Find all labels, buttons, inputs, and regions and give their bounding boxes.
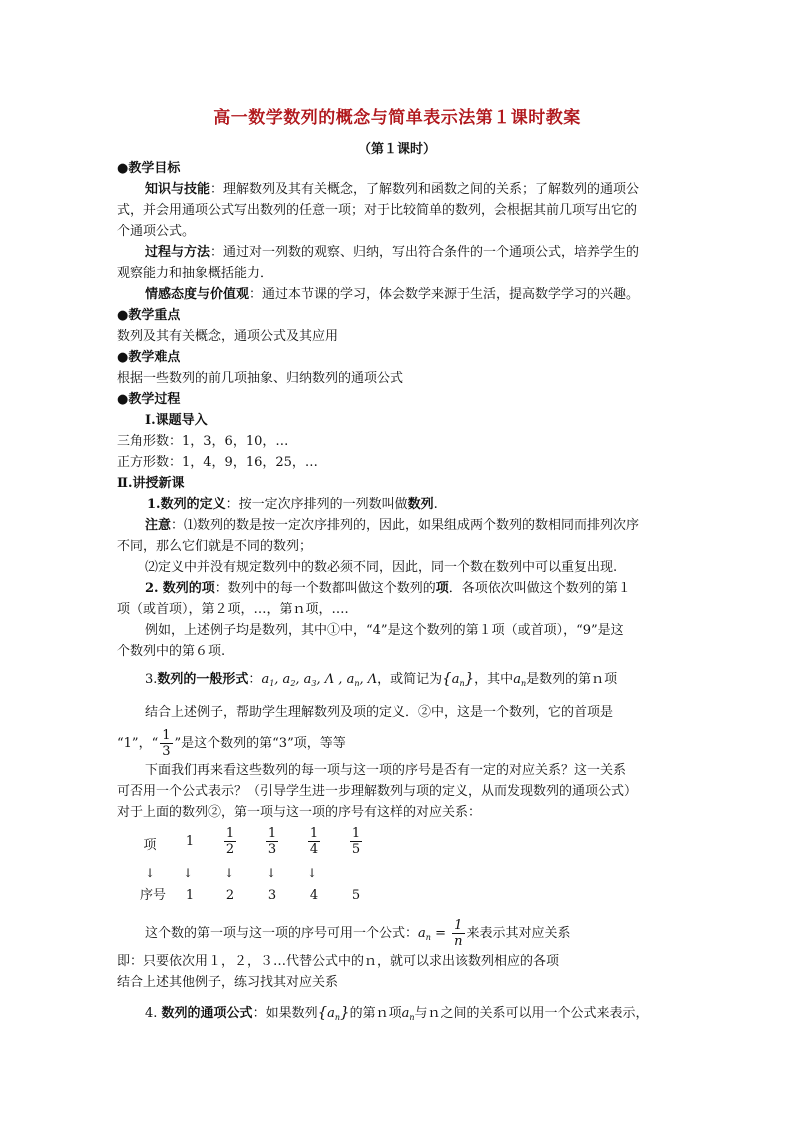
gen-brace-an: $\{a_n\}$ (317, 1003, 350, 1022)
general-end: ，其中 (474, 672, 514, 687)
formula-fraction: $\frac{1}{n}$ (454, 918, 463, 949)
example-line2: 个数列中的第６项. (117, 644, 226, 659)
gen-num: 4. (145, 1006, 158, 1021)
combine2a: “1”，“ (117, 736, 159, 751)
goal-process-label: 过程与方法 (145, 245, 211, 260)
goal-process-line2: 观察能力和抽象概括能力． (117, 266, 274, 281)
gen-an: $a_n$ (401, 1006, 415, 1022)
arrow-down-icon: ↓ (306, 866, 318, 880)
term-line2: 项（或首项），第２项，…，第ｎ项，…. (117, 602, 349, 617)
formula-eq: = (435, 926, 446, 941)
goal-knowledge (145, 182, 639, 198)
gen-label: 数列的通项公式 (161, 1006, 253, 1021)
note-label: 注意 (145, 518, 172, 533)
term-text2: ．各项依次叫做这个数列的第１ (448, 581, 631, 596)
definition-end: . (433, 497, 438, 512)
arrow-down-icon: ↓ (223, 866, 235, 880)
formula-post: 来表示其对应关系 (466, 926, 571, 941)
section1-heading: Ⅰ.课题导入 (145, 413, 208, 428)
formula-lhs: $a_n$ (418, 926, 431, 942)
next-line2: 可否用一个公式表示？（引导学生进一步理解数列与项的定义，从而发现数列的通项公式） (117, 784, 638, 799)
table-term-4: $\frac{1}{4}$ (309, 826, 319, 857)
arrow-down-icon: ↓ (182, 866, 194, 880)
definition-line (147, 497, 438, 513)
note1a: ：⑴数列的数是按一定次序排列的，因此，如果组成两个数列的数相同而排列次序 (171, 518, 640, 533)
next-line3: 对于上面的数列②，第一项与这一项的序号有这样的对应关系： (117, 805, 482, 820)
process-heading: ●教学过程 (117, 392, 181, 407)
focus-text: 数列及其有关概念，通项公式及其应用 (117, 329, 339, 344)
general-num: 3. (145, 672, 158, 687)
general-brace-an: $\{a_n\}$ (442, 669, 475, 688)
goal-knowledge-line3: 个通项公式。 (117, 224, 196, 239)
focus-heading: ●教学重点 (117, 308, 181, 323)
definition-label: 数列的定义 (160, 497, 226, 512)
difficulty-text: 根据一些数列的前几项抽象、归纳数列的通项公式 (117, 371, 404, 386)
next-line1: 下面我们再来看这些数列的每一项与这一项的序号是否有一定的对应关系？这一关系 (145, 763, 627, 778)
table-term-label: 项 (143, 838, 157, 853)
table-index-2: 2 (225, 888, 235, 903)
table-index-3: 3 (267, 888, 277, 903)
term-bold: 项 (435, 581, 449, 596)
general-form-line (145, 670, 617, 689)
table-index-4: 4 (309, 888, 319, 903)
fraction-num: 1 (162, 728, 171, 743)
goal-process-text: ：通过对一列数的观察、归纳，写出符合条件的一个通项公式，培养学生的 (210, 245, 640, 260)
triangle-numbers: 三角形数：1，3，6，10，… (117, 434, 289, 449)
arrow-down-icon: ↓ (144, 866, 156, 880)
section2-heading: Ⅱ.讲授新课 (117, 476, 185, 491)
note-line2: 不同，那么它们就是不同的数列； (117, 539, 313, 554)
general-label: 数列的一般形式 (157, 672, 249, 687)
goal-emotion-label: 情感态度与价值观 (145, 287, 250, 302)
gen-text3: 与ｎ之间的关系可以用一个公式来表示， (414, 1006, 649, 1021)
goal-emotion-text: ：通过本节课的学习，体会数学来源于生活，提高数学学习的兴趣。 (249, 287, 640, 302)
goals-heading: ●教学目标 (117, 161, 181, 176)
term-num: 2. (145, 581, 159, 596)
practice-line: 结合上述其他例子，练习找其对应关系 (117, 975, 339, 990)
general-tail: 是数列的第ｎ项 (526, 672, 618, 687)
goal-emotion (145, 287, 639, 303)
table-index-1: 1 (185, 888, 195, 903)
definition-num: 1. (147, 497, 161, 512)
example-line1: 例如，上述例子均是数列，其中①中，“4”是这个数列的第１项（或首项），“9”是这 (145, 623, 624, 638)
definition-text: ：按一定次序排列的一列数叫做 (225, 497, 408, 512)
combine-line1: 结合上述例子，帮助学生理解数列及项的定义．②中，这是一个数列，它的首项是 (145, 705, 614, 720)
table-term-5: $\frac{1}{5}$ (351, 826, 361, 857)
fraction-one-third (160, 728, 172, 759)
arrow-down-icon: ↓ (265, 866, 277, 880)
table-term-3: $\frac{1}{3}$ (267, 826, 277, 857)
gen-text2: 的第ｎ项 (349, 1006, 402, 1021)
combine2b: ”是这个数列的第“3”项，等等 (174, 736, 346, 751)
formula-line (145, 918, 571, 949)
goal-knowledge-text: ：理解数列及其有关概念，了解数列和函数之间的关系；了解数列的通项公 (210, 182, 640, 197)
that-line: 即：只要依次用１，２，３…代替公式中的ｎ，就可以求出该数列相应的各项 (117, 954, 560, 969)
table-index-label: 序号 (140, 888, 167, 903)
square-numbers: 正方形数：1，4，9，16，25，… (117, 455, 318, 470)
fraction-den: 3 (162, 744, 171, 759)
general-mid: ，或简记为 (377, 672, 443, 687)
term-text1: ：数列中的每一个数都叫做这个数列的 (214, 581, 436, 596)
note-line3: ⑵定义中并没有规定数列中的数必须不同，因此，同一个数在数列中可以重复出现. (145, 560, 618, 575)
goal-knowledge-label: 知识与技能 (145, 182, 211, 197)
general-an: $a_n$ (513, 672, 527, 688)
note-line1 (145, 518, 639, 534)
formula-pre: 这个数的第一项与这一项的序号可用一个公式： (145, 926, 419, 941)
term-label: 数列的项 (162, 581, 215, 596)
table-term-1: 1 (185, 834, 195, 849)
general-colon: ： (248, 672, 262, 687)
gen-text1: ：如果数列 (252, 1006, 318, 1021)
page-subtitle: （第１课时） (357, 142, 436, 157)
goal-process (145, 245, 639, 261)
table-term-2: $\frac{1}{2}$ (225, 826, 235, 857)
difficulty-heading: ●教学难点 (117, 350, 181, 365)
page-title: 高一数学数列的概念与简单表示法第１课时教案 (213, 108, 581, 128)
combine-line2 (117, 728, 346, 759)
goal-knowledge-line2: 式，并会用通项公式写出数列的任意一项；对于比较简单的数列，会根据其前几项写出它的 (117, 203, 638, 218)
definition-term: 数列 (407, 497, 434, 512)
general-sequence-formula: $a_1$, $a_2$, $a_3$, Λ , $a_n$, Λ (261, 672, 378, 688)
table-index-5: 5 (351, 888, 361, 903)
general-term-line (145, 1004, 649, 1023)
term-line1 (145, 581, 631, 597)
